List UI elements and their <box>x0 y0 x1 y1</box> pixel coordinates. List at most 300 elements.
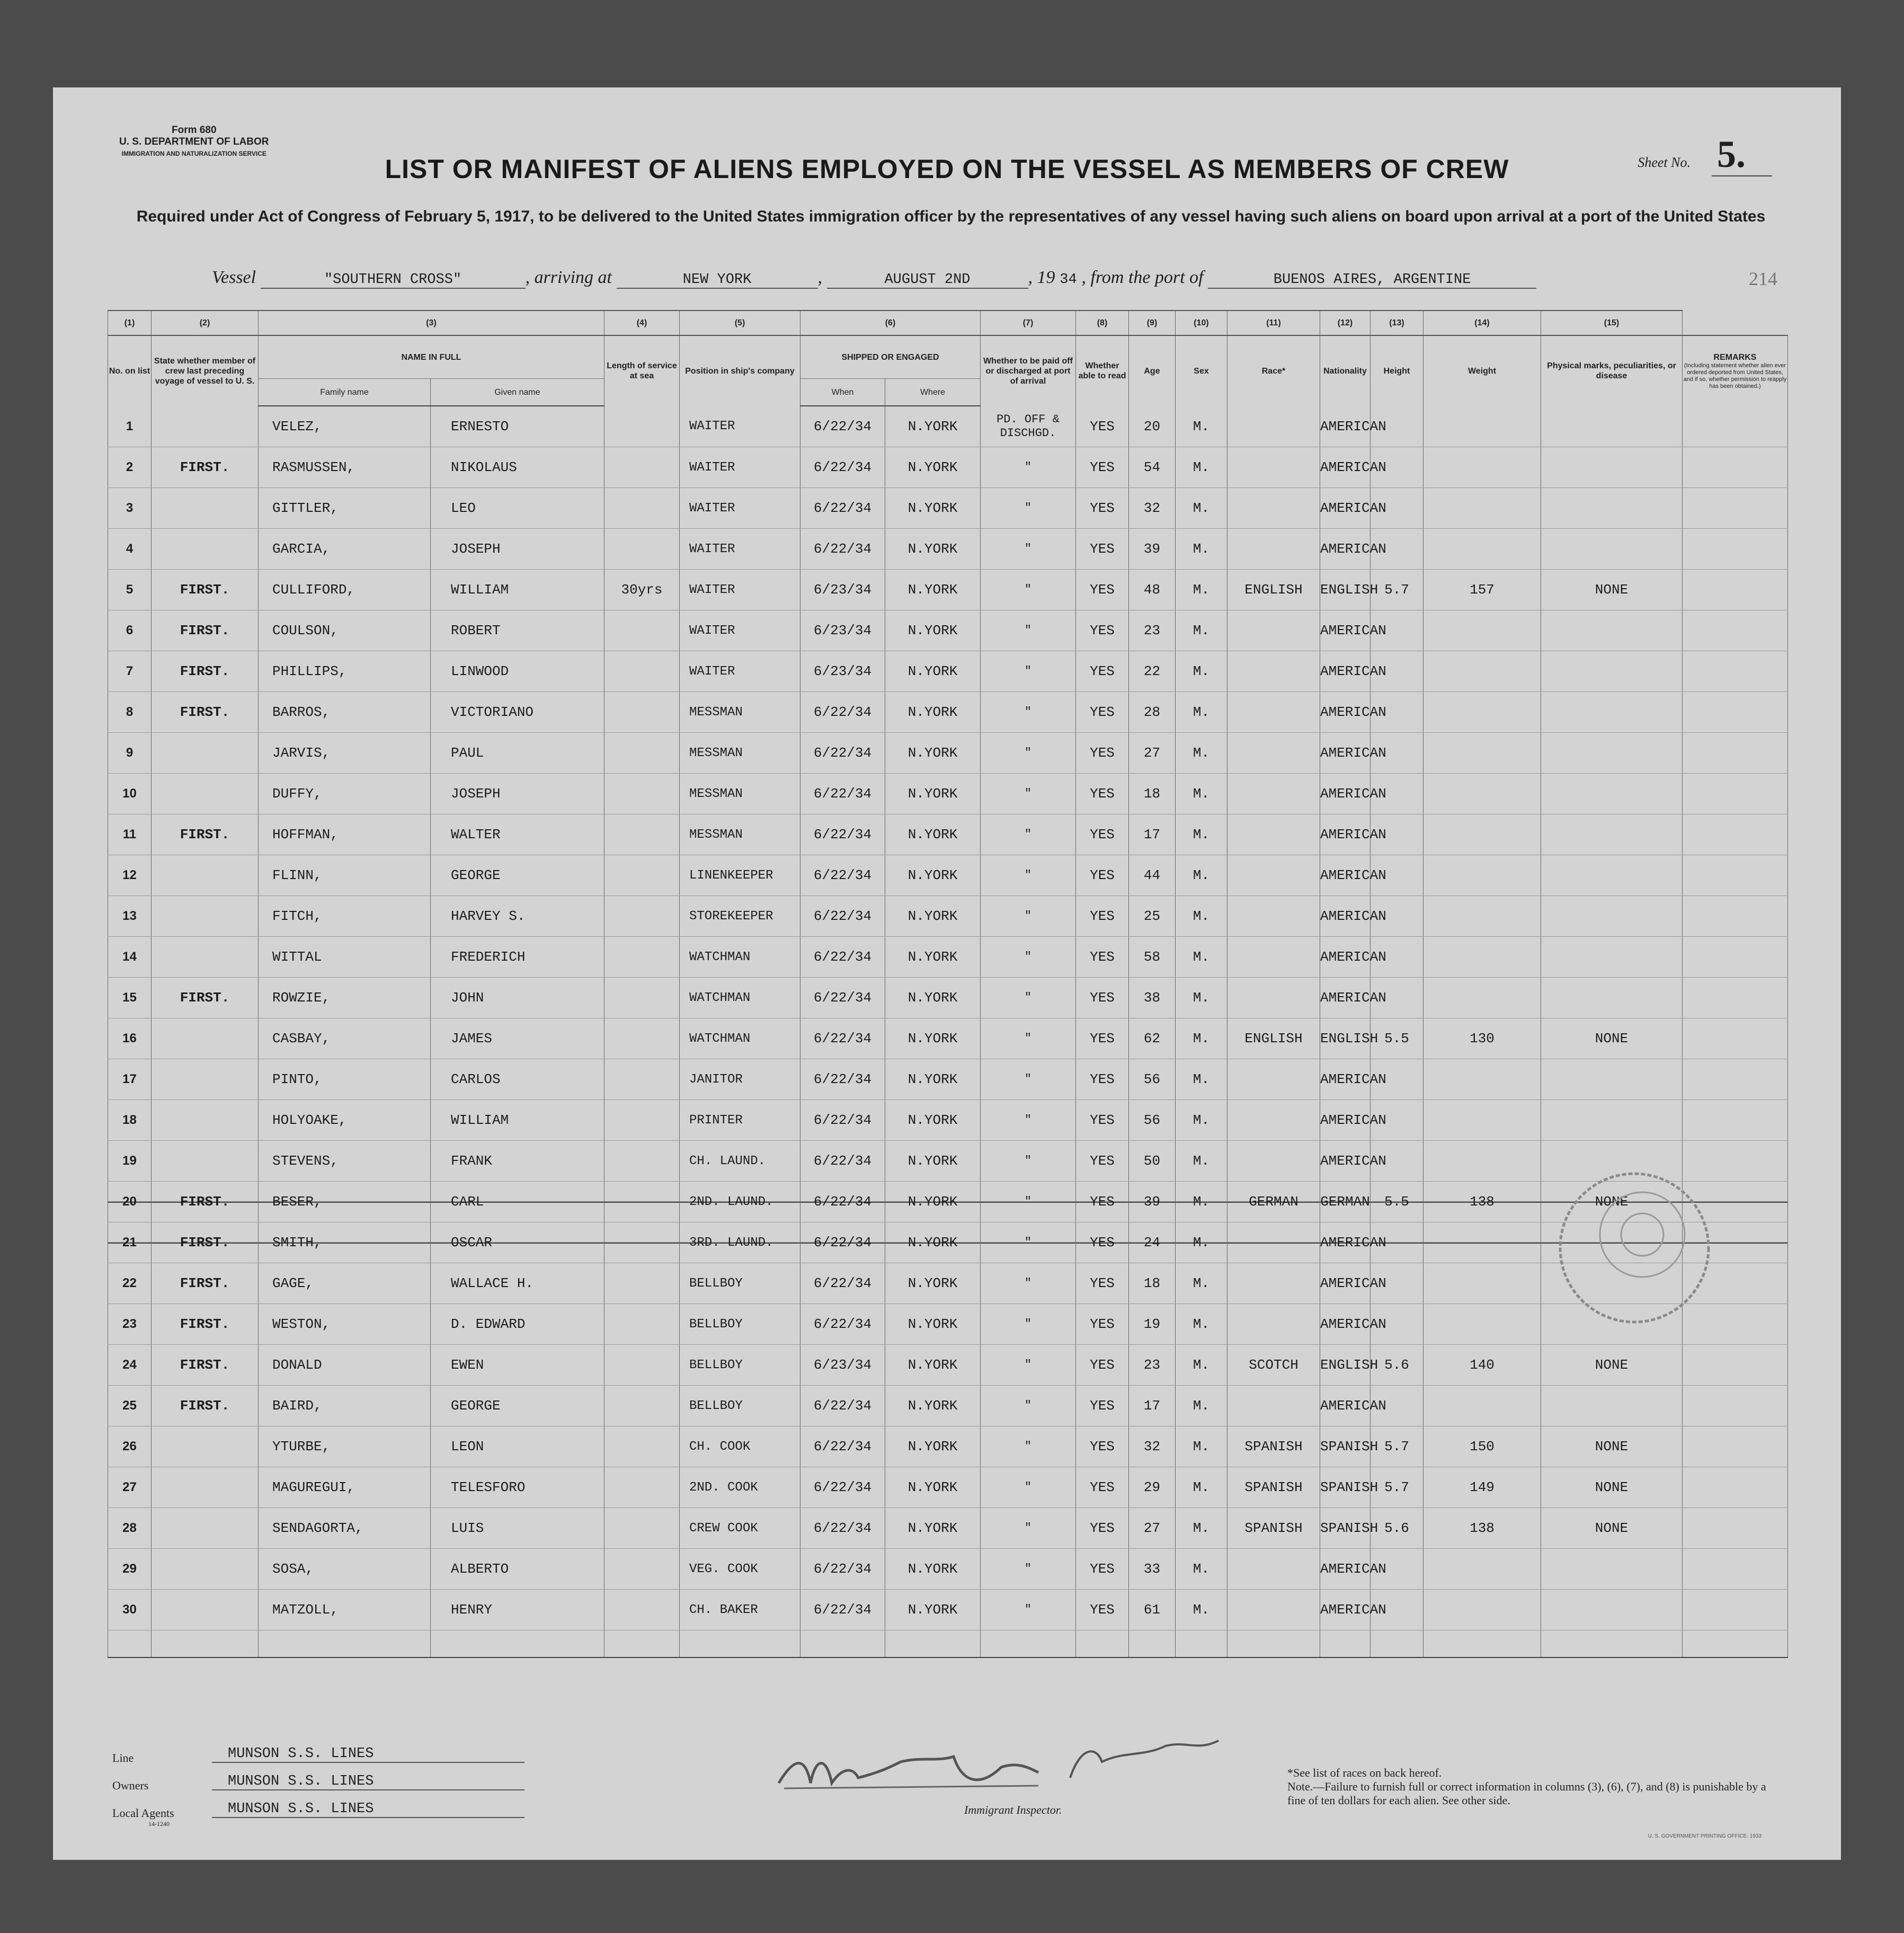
discharge-status-cell: PD. OFF & DISCHGD. <box>981 406 1076 447</box>
age-cell: 28 <box>1129 692 1176 733</box>
nationality-cell: AMERICAN <box>1320 1222 1371 1263</box>
remarks-cell <box>1683 1141 1788 1182</box>
discharge-status-cell: " <box>981 1018 1076 1059</box>
age-cell: 17 <box>1129 1386 1176 1426</box>
physical-marks-cell <box>1541 855 1683 896</box>
shipped-when-cell: 6/22/34 <box>800 406 885 447</box>
table-end-row <box>108 1630 1788 1658</box>
length-of-service-cell: 30yrs <box>604 570 680 610</box>
row-number-cell: 28 <box>108 1508 152 1549</box>
prev-voyage-cell: FIRST. <box>152 978 259 1018</box>
race-cell <box>1227 1304 1320 1345</box>
vessel-name: "SOUTHERN CROSS" <box>261 272 526 289</box>
sex-cell: M. <box>1176 488 1227 529</box>
weight-cell <box>1423 529 1541 570</box>
family-name-cell: DONALD <box>259 1345 431 1386</box>
colnum-8: (8) <box>1076 311 1129 335</box>
family-name-cell: ROWZIE, <box>259 978 431 1018</box>
corner-number: 214 <box>1749 268 1777 289</box>
row-number-cell: 3 <box>108 488 152 529</box>
given-name-cell: JAMES <box>431 1018 604 1059</box>
row-number-cell: 13 <box>108 896 152 937</box>
family-name-cell: COULSON, <box>259 610 431 651</box>
table-row <box>108 610 1788 651</box>
colnum-11: (11) <box>1227 311 1320 335</box>
able-to-read-cell: YES <box>1076 1467 1129 1508</box>
port-of-arrival: NEW YORK <box>617 272 818 289</box>
weight-cell: 130 <box>1423 1018 1541 1059</box>
table-row <box>108 1304 1788 1345</box>
remarks-cell <box>1683 651 1788 692</box>
age-cell: 18 <box>1129 774 1176 814</box>
discharge-status-cell: " <box>981 1590 1076 1630</box>
row-number-cell: 18 <box>108 1100 152 1141</box>
given-name-cell: PAUL <box>431 733 604 774</box>
position-cell: WATCHMAN <box>680 1018 800 1059</box>
remarks-note: (Including statement whether alien ever ordered deported from United States, and if so, whether permission to reapply has been obtained.) <box>1683 362 1787 389</box>
shipped-where-cell: N.YORK <box>885 1426 981 1467</box>
able-to-read-cell: YES <box>1076 1549 1129 1590</box>
header-given-name: Given name <box>431 379 604 406</box>
age-cell: 27 <box>1129 1508 1176 1549</box>
length-of-service-cell <box>604 1549 680 1590</box>
race-cell: SPANISH <box>1227 1508 1320 1549</box>
length-of-service-cell <box>604 610 680 651</box>
given-name-cell: LUIS <box>431 1508 604 1549</box>
remarks-cell <box>1683 733 1788 774</box>
shipped-where-cell: N.YORK <box>885 896 981 937</box>
shipped-where-cell: N.YORK <box>885 610 981 651</box>
physical-marks-cell <box>1541 1304 1683 1345</box>
shipped-where-cell: N.YORK <box>885 1467 981 1508</box>
prev-voyage-cell <box>152 1549 259 1590</box>
shipped-where-cell: N.YORK <box>885 1263 981 1304</box>
age-cell: 61 <box>1129 1590 1176 1630</box>
age-cell: 39 <box>1129 529 1176 570</box>
row-number-cell: 14 <box>108 937 152 978</box>
position-cell: LINENKEEPER <box>680 855 800 896</box>
weight-cell: 150 <box>1423 1426 1541 1467</box>
table-row <box>108 1426 1788 1467</box>
length-of-service-cell <box>604 855 680 896</box>
row-number-cell: 20 <box>108 1182 152 1222</box>
remarks-cell <box>1683 896 1788 937</box>
family-name-cell: SENDAGORTA, <box>259 1508 431 1549</box>
given-name-cell: CARL <box>431 1182 604 1222</box>
races-note: *See list of races on back hereof. <box>1287 1766 1442 1779</box>
height-cell: 5.7 <box>1371 570 1423 610</box>
position-cell: WAITER <box>680 488 800 529</box>
department-label: U. S. DEPARTMENT OF LABOR <box>119 136 269 147</box>
header-name-in-full: NAME IN FULL <box>259 335 604 379</box>
weight-cell <box>1423 855 1541 896</box>
colnum-5: (5) <box>680 311 800 335</box>
shipped-when-cell: 6/22/34 <box>800 774 885 814</box>
table-row <box>108 1263 1788 1304</box>
length-of-service-cell <box>604 1590 680 1630</box>
shipped-when-cell: 6/22/34 <box>800 1549 885 1590</box>
age-cell: 23 <box>1129 1345 1176 1386</box>
able-to-read-cell: YES <box>1076 1141 1129 1182</box>
able-to-read-cell: YES <box>1076 733 1129 774</box>
family-name-cell: SOSA, <box>259 1549 431 1590</box>
discharge-status-cell: " <box>981 570 1076 610</box>
sheet-label: Sheet No. <box>1638 155 1691 170</box>
age-cell: 38 <box>1129 978 1176 1018</box>
shipped-where-cell: N.YORK <box>885 529 981 570</box>
shipped-where-cell: N.YORK <box>885 1018 981 1059</box>
weight-cell: 138 <box>1423 1182 1541 1222</box>
row-number-cell: 15 <box>108 978 152 1018</box>
empty-cell <box>604 1630 680 1658</box>
shipped-when-cell: 6/22/34 <box>800 1304 885 1345</box>
position-cell: BELLBOY <box>680 1386 800 1426</box>
remarks-cell <box>1683 1386 1788 1426</box>
shipped-where-cell: N.YORK <box>885 651 981 692</box>
row-number-cell: 8 <box>108 692 152 733</box>
sex-cell: M. <box>1176 692 1227 733</box>
able-to-read-cell: YES <box>1076 1100 1129 1141</box>
position-cell: CH. BAKER <box>680 1590 800 1630</box>
shipped-when-cell: 6/22/34 <box>800 978 885 1018</box>
row-number-cell: 17 <box>108 1059 152 1100</box>
length-of-service-cell <box>604 733 680 774</box>
row-number-cell: 21 <box>108 1222 152 1263</box>
weight-cell <box>1423 447 1541 488</box>
physical-marks-cell <box>1541 529 1683 570</box>
length-of-service-cell <box>604 1059 680 1100</box>
empty-cell <box>1371 1630 1423 1658</box>
empty-cell <box>885 1630 981 1658</box>
colnum-15: (15) <box>1541 311 1683 335</box>
length-of-service-cell <box>604 1426 680 1467</box>
position-cell: BELLBOY <box>680 1304 800 1345</box>
shipped-when-cell: 6/22/34 <box>800 896 885 937</box>
sex-cell: M. <box>1176 1467 1227 1508</box>
header-height: Height <box>1371 335 1423 406</box>
physical-marks-cell: NONE <box>1541 570 1683 610</box>
footer-form-code: 14-1240 <box>148 1820 170 1828</box>
table-row <box>108 1222 1788 1263</box>
sex-cell: M. <box>1176 570 1227 610</box>
weight-cell: 157 <box>1423 570 1541 610</box>
remarks-cell <box>1683 406 1788 447</box>
remarks-cell <box>1683 1508 1788 1549</box>
printer-imprint: U. S. GOVERNMENT PRINTING OFFICE: 1933 <box>1648 1833 1761 1839</box>
nationality-cell: AMERICAN <box>1320 1549 1371 1590</box>
length-of-service-cell <box>604 1386 680 1426</box>
race-cell <box>1227 610 1320 651</box>
age-cell: 20 <box>1129 406 1176 447</box>
service-label: IMMIGRATION AND NATURALIZATION SERVICE <box>121 150 266 157</box>
sex-cell: M. <box>1176 1590 1227 1630</box>
footer-notes <box>1287 1766 1780 1807</box>
nationality-cell: AMERICAN <box>1320 896 1371 937</box>
physical-marks-cell <box>1541 692 1683 733</box>
physical-marks-cell: NONE <box>1541 1345 1683 1386</box>
remarks-cell <box>1683 1059 1788 1100</box>
race-cell <box>1227 692 1320 733</box>
length-of-service-cell <box>604 1263 680 1304</box>
remarks-cell <box>1683 1467 1788 1508</box>
discharge-status-cell: " <box>981 1100 1076 1141</box>
remarks-cell <box>1683 1426 1788 1467</box>
prev-voyage-cell: FIRST. <box>152 1263 259 1304</box>
family-name-cell: PHILLIPS, <box>259 651 431 692</box>
weight-cell <box>1423 896 1541 937</box>
sex-cell: M. <box>1176 651 1227 692</box>
discharge-status-cell: " <box>981 1549 1076 1590</box>
given-name-cell: JOSEPH <box>431 774 604 814</box>
physical-marks-cell <box>1541 1141 1683 1182</box>
able-to-read-cell: YES <box>1076 774 1129 814</box>
weight-cell <box>1423 1059 1541 1100</box>
remarks-title: REMARKS <box>1713 352 1757 362</box>
sex-cell: M. <box>1176 1100 1227 1141</box>
position-cell: WAITER <box>680 610 800 651</box>
port-of-departure: BUENOS AIRES, ARGENTINE <box>1208 272 1536 289</box>
able-to-read-cell: YES <box>1076 855 1129 896</box>
able-to-read-cell: YES <box>1076 1018 1129 1059</box>
discharge-status-cell: " <box>981 1304 1076 1345</box>
age-cell: 44 <box>1129 855 1176 896</box>
row-number-cell: 26 <box>108 1426 152 1467</box>
shipped-when-cell: 6/23/34 <box>800 570 885 610</box>
able-to-read-cell: YES <box>1076 529 1129 570</box>
empty-cell <box>981 1630 1076 1658</box>
family-name-cell: SMITH, <box>259 1222 431 1263</box>
nationality-cell: AMERICAN <box>1320 1059 1371 1100</box>
position-cell: WAITER <box>680 406 800 447</box>
sex-cell: M. <box>1176 896 1227 937</box>
given-name-cell: EWEN <box>431 1345 604 1386</box>
physical-marks-cell <box>1541 1263 1683 1304</box>
discharge-status-cell: " <box>981 447 1076 488</box>
discharge-status-cell: " <box>981 692 1076 733</box>
sex-cell: M. <box>1176 1018 1227 1059</box>
able-to-read-cell: YES <box>1076 488 1129 529</box>
length-of-service-cell <box>604 1018 680 1059</box>
nationality-cell: AMERICAN <box>1320 733 1371 774</box>
family-name-cell: HOLYOAKE, <box>259 1100 431 1141</box>
shipped-when-cell: 6/22/34 <box>800 814 885 855</box>
colnum-13: (13) <box>1371 311 1423 335</box>
shipped-where-cell: N.YORK <box>885 1590 981 1630</box>
race-cell <box>1227 814 1320 855</box>
discharge-status-cell: " <box>981 1059 1076 1100</box>
height-cell: 5.6 <box>1371 1345 1423 1386</box>
family-name-cell: GARCIA, <box>259 529 431 570</box>
race-cell <box>1227 1100 1320 1141</box>
table-row <box>108 1182 1788 1222</box>
weight-cell: 138 <box>1423 1508 1541 1549</box>
family-name-cell: FLINN, <box>259 855 431 896</box>
prev-voyage-cell <box>152 1467 259 1508</box>
given-name-cell: WALLACE H. <box>431 1263 604 1304</box>
age-cell: 56 <box>1129 1059 1176 1100</box>
owners-value: MUNSON S.S. LINES <box>212 1774 524 1790</box>
weight-cell <box>1423 651 1541 692</box>
column-number-row <box>108 311 1788 335</box>
given-name-cell: ROBERT <box>431 610 604 651</box>
discharge-status-cell: " <box>981 488 1076 529</box>
sex-cell: M. <box>1176 1059 1227 1100</box>
remarks-cell <box>1683 978 1788 1018</box>
height-cell: 5.7 <box>1371 1467 1423 1508</box>
family-name-cell: CULLIFORD, <box>259 570 431 610</box>
age-cell: 33 <box>1129 1549 1176 1590</box>
family-name-cell: MAGUREGUI, <box>259 1467 431 1508</box>
nationality-cell: AMERICAN <box>1320 529 1371 570</box>
weight-cell <box>1423 1222 1541 1263</box>
table-row <box>108 1549 1788 1590</box>
discharge-status-cell: " <box>981 1263 1076 1304</box>
header-marks: Physical marks, peculiarities, or disease <box>1541 335 1683 406</box>
shipped-where-cell: N.YORK <box>885 855 981 896</box>
length-of-service-cell <box>604 1222 680 1263</box>
race-cell <box>1227 1263 1320 1304</box>
colnum-10: (10) <box>1176 311 1227 335</box>
race-cell: ENGLISH <box>1227 570 1320 610</box>
age-cell: 19 <box>1129 1304 1176 1345</box>
shipped-where-cell: N.YORK <box>885 570 981 610</box>
given-name-cell: FREDERICH <box>431 937 604 978</box>
discharge-status-cell: " <box>981 896 1076 937</box>
given-name-cell: HENRY <box>431 1590 604 1630</box>
shipped-when-cell: 6/23/34 <box>800 610 885 651</box>
shipped-when-cell: 6/22/34 <box>800 1141 885 1182</box>
age-cell: 32 <box>1129 488 1176 529</box>
physical-marks-cell <box>1541 896 1683 937</box>
nationality-cell: ENGLISH <box>1320 570 1371 610</box>
race-cell: SPANISH <box>1227 1467 1320 1508</box>
sex-cell: M. <box>1176 733 1227 774</box>
able-to-read-cell: YES <box>1076 610 1129 651</box>
discharge-status-cell: " <box>981 610 1076 651</box>
length-of-service-cell <box>604 529 680 570</box>
race-cell: ENGLISH <box>1227 1018 1320 1059</box>
table-row <box>108 488 1788 529</box>
physical-marks-cell: NONE <box>1541 1182 1683 1222</box>
nationality-cell: AMERICAN <box>1320 774 1371 814</box>
colnum-7: (7) <box>981 311 1076 335</box>
table-row <box>108 447 1788 488</box>
given-name-cell: WALTER <box>431 814 604 855</box>
family-name-cell: JARVIS, <box>259 733 431 774</box>
nationality-cell: GERMAN <box>1320 1182 1371 1222</box>
able-to-read-cell: YES <box>1076 406 1129 447</box>
table-row <box>108 855 1788 896</box>
shipped-where-cell: N.YORK <box>885 937 981 978</box>
physical-marks-cell <box>1541 1549 1683 1590</box>
able-to-read-cell: YES <box>1076 1345 1129 1386</box>
table-row <box>108 570 1788 610</box>
physical-marks-cell <box>1541 488 1683 529</box>
remarks-cell <box>1683 1304 1788 1345</box>
table-row <box>108 774 1788 814</box>
remarks-cell <box>1683 1549 1788 1590</box>
family-name-cell: HOFFMAN, <box>259 814 431 855</box>
remarks-cell <box>1683 570 1788 610</box>
table-row <box>108 1141 1788 1182</box>
empty-cell <box>1176 1630 1227 1658</box>
height-cell: 5.5 <box>1371 1018 1423 1059</box>
physical-marks-cell <box>1541 1386 1683 1426</box>
height-cell <box>1371 1222 1423 1263</box>
position-cell: WATCHMAN <box>680 978 800 1018</box>
empty-cell <box>1423 1630 1541 1658</box>
height-cell: 5.6 <box>1371 1508 1423 1549</box>
position-cell: 3RD. LAUND. <box>680 1222 800 1263</box>
family-name-cell: VELEZ, <box>259 406 431 447</box>
document-subtitle: Required under Act of Congress of February 5, 1917, to be delivered to the United States immigration officer by the representatives of any vessel having such aliens on board upon arrival at a port of the United States <box>136 208 1766 225</box>
sex-cell: M. <box>1176 1549 1227 1590</box>
sex-cell: M. <box>1176 1222 1227 1263</box>
shipped-when-cell: 6/23/34 <box>800 1345 885 1386</box>
nationality-cell: AMERICAN <box>1320 937 1371 978</box>
physical-marks-cell <box>1541 610 1683 651</box>
table-row <box>108 1508 1788 1549</box>
remarks-cell <box>1683 774 1788 814</box>
race-cell <box>1227 529 1320 570</box>
position-cell: PRINTER <box>680 1100 800 1141</box>
row-number-cell: 23 <box>108 1304 152 1345</box>
table-row <box>108 406 1788 447</box>
empty-cell <box>1227 1630 1320 1658</box>
sex-cell: M. <box>1176 855 1227 896</box>
shipped-when-cell: 6/22/34 <box>800 529 885 570</box>
table-row <box>108 651 1788 692</box>
empty-cell <box>1541 1630 1683 1658</box>
remarks-cell <box>1683 1345 1788 1386</box>
weight-cell <box>1423 814 1541 855</box>
race-cell <box>1227 937 1320 978</box>
length-of-service-cell <box>604 447 680 488</box>
age-cell: 17 <box>1129 814 1176 855</box>
vessel-label: Vessel <box>212 268 256 287</box>
weight-cell <box>1423 610 1541 651</box>
colnum-9: (9) <box>1129 311 1176 335</box>
physical-marks-cell <box>1541 1100 1683 1141</box>
shipped-where-cell: N.YORK <box>885 488 981 529</box>
year-prefix: 19 <box>1037 268 1055 287</box>
shipped-where-cell: N.YORK <box>885 447 981 488</box>
sex-cell: M. <box>1176 1345 1227 1386</box>
race-cell <box>1227 1059 1320 1100</box>
length-of-service-cell <box>604 814 680 855</box>
table-row <box>108 1467 1788 1508</box>
able-to-read-cell: YES <box>1076 692 1129 733</box>
given-name-cell: JOSEPH <box>431 529 604 570</box>
race-cell <box>1227 447 1320 488</box>
remarks-cell <box>1683 1182 1788 1222</box>
sex-cell: M. <box>1176 1263 1227 1304</box>
position-cell: WAITER <box>680 570 800 610</box>
race-cell <box>1227 1222 1320 1263</box>
length-of-service-cell <box>604 896 680 937</box>
sex-cell: M. <box>1176 610 1227 651</box>
nationality-cell: ENGLISH <box>1320 1018 1371 1059</box>
prev-voyage-cell <box>152 1018 259 1059</box>
shipped-when-cell: 6/22/34 <box>800 1182 885 1222</box>
row-number-cell: 27 <box>108 1467 152 1508</box>
table-row <box>108 814 1788 855</box>
shipped-when-cell: 6/22/34 <box>800 1100 885 1141</box>
able-to-read-cell: YES <box>1076 1590 1129 1630</box>
physical-marks-cell <box>1541 447 1683 488</box>
race-cell <box>1227 855 1320 896</box>
position-cell: BELLBOY <box>680 1263 800 1304</box>
